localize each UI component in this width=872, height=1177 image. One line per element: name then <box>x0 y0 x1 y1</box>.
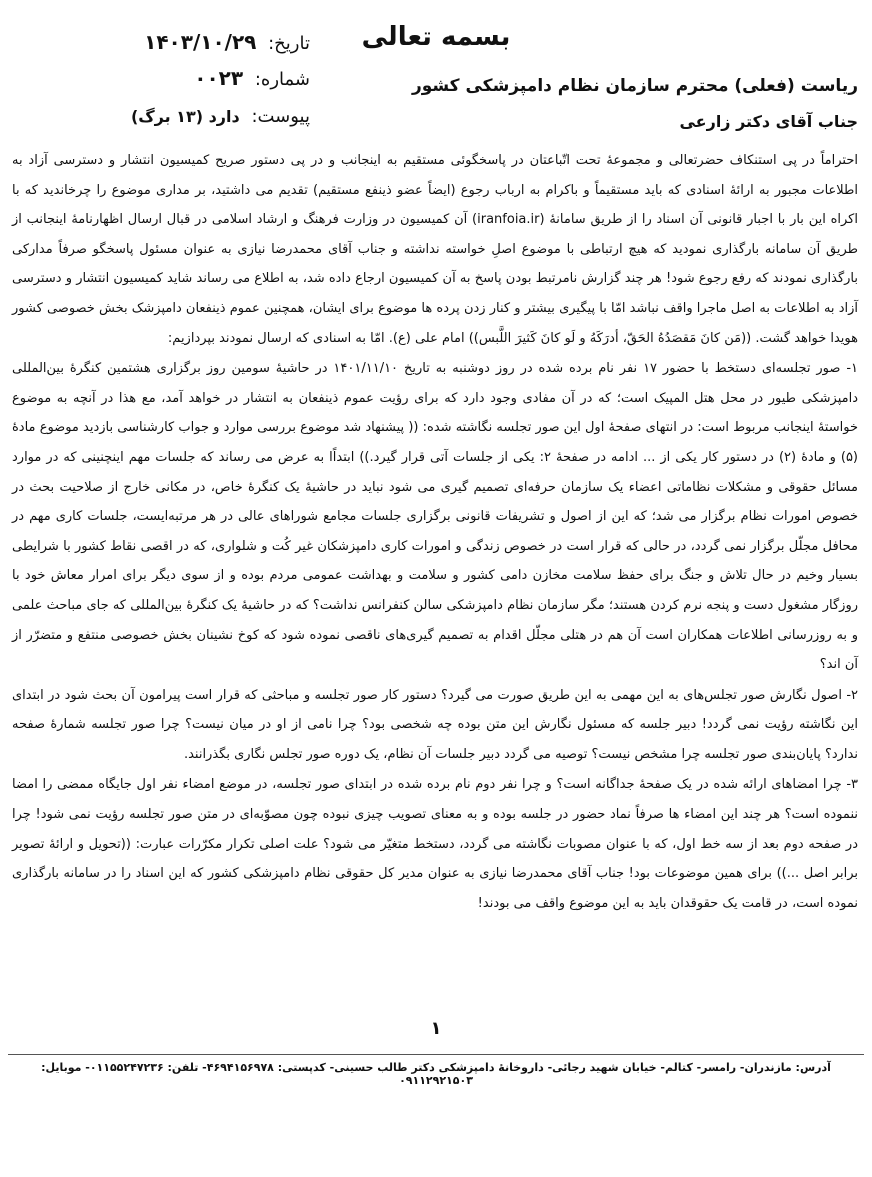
date-value: ۱۴۰۳/۱۰/۲۹ <box>144 30 257 54</box>
intro-paragraph: احتراماً در پی استنکاف حضرتعالی و مجموعهٔ تحت اتّباعتان در پاسخگوئی مستقیم به اینجانب و در پی دستور صریح کمیسیون انتشار و دسترسی آزاد به اطلاعات مجبور به ارائهٔ اسنادی که باید مستقیماً و باکرام به ارباب رجوع (ایضاً عضو ذینفع مستقیم) تقدیم می داشتید، بر مداری موضوع را چرخاندید که با اکراه این بار با اجبار قانونی آن اسناد را از طریق سامانهٔ (iranfoia.ir) آن کمیسیون در وزارت فرهنگ و ارشاد اسلامی در قبال ارسال اظهارنامهٔ اینجانب از طریق آن سامانه بارگذاری نمودید که هیچ ارتباطی با موضوع اصلِ خواسته نداشته و جناب آقای محمدرضا نیازی به عنوان مسئول پاسخگو صرفاً مدارکی بارگذاری نمودند که رفع رجوع شود! هر چند گزارش نامرتبط بودن پاسخ به آن کمیسیون ارجاع داده شد، به اطلاع می رساند شاید کمیسیون انتشار و دسترسی آزاد به اطلاعات به اصل ماجرا واقف نباشد امّا با پیگیری بیشتر و کنار زدن پرده ها موضوع برای ایشان، همچنین عموم ذینفعان دامپزشک بخش خصوصی کشور هویدا خواهد گشت. ((مَن کانَ مَقصَدُهُ الحَقّ، أدرَکَهُ و لَو کانَ کَثیرَ اللَّبس)) امام علی (ع). امّا به اسنادی که ارسال نمودند بپردازیم: <box>12 153 858 346</box>
item-1-paragraph: ۱- صور تجلسه‌ای دستخط با حضور ۱۷ نفر نام برده شده در روز دوشنبه به تاریخ ۱۴۰۱/۱۱/۱۰ در حاشیهٔ سومین روز برگزاری هشتمین کنگرهٔ بین‌المللی دامپزشکی طیور در محل هتل المپیک است؛ که در آن مفادی وجود دارد که برای رؤیت عموم ذینفعان به انتشار در خواهد آمد، مع هذا در آنچه به موضوع خواستهٔ اینجانب مربوط است: در انتهای صفحهٔ اول این صور تجلسه نگاشته شده: (( پیشنهاد شد موضوع بررسی موارد و جواب کارشناسی بازدید موضوع مادهٔ (۵) و مادهٔ (۲) در دستور کار یکی از ... ادامه در صفحهٔ ۲: یکی از جلسات آتی قرار گیرد.)) ابتداًا به عرض می رساند که جلسات مهم اینچنینی که در موارد مسائل حقوقی و مشکلات نظاماتی اعضاء یک سازمان حرفه‌ای تصمیم گیری می شود نباید در حاشیهٔ یک کنگرهٔ خاص، در مکانی خارج از صلاحیت بحث در خصوص امورات نظام برگزار می شد؛ که این از اصول و تشریفات قانونی برگزاری جلسات مجامع شوراهای عالی در هر مرتبه‌ایست، جلسات کاری مهم در محافل مجلّل برگزار نمی گردد، در حالی که قرار است در خصوص زندگی و امورات کاری دامپزشکان غیر کُت و شلواری، که در اقصی نقاط کشور با شرایطی بسیار وخیم در حال تلاش و جنگ برای حفظ سلامت مخازن دامی کشور و سلامت و بهداشت عمومی مردم بوده و از سوی دیگر برای امرار معاش خود با روزگار مشغول دست و پنجه نرم کردن هستند؛ مگر سازمان نظام دامپزشکی سالن کنفرانس نداشت؟ که در حاشیهٔ یک کنگرهٔ بین‌المللی که جای مباحث علمی و به روزرسانی اطلاعات همکاران است آن هم در هتلی مجلّل اقدام به تصمیم گیری‌های ناقصی نموده شود که کوخ نشینان بخش خصوصی منتفع و متضرّر از آن اند؟ <box>12 361 859 673</box>
footer-address: آدرس: مازندران- رامسر- کتالم- خیابان شهید رجائی- داروخانهٔ دامپزشکی دکتر طالب حسینی- کدپستی: ۴۶۹۴۱۵۶۹۷۸- تلفن: ۰۱۱۵۵۲۴۷۲۳۶- موبایل: ۰۹۱۱۲۹۲۱۵۰۳ <box>8 1054 864 1087</box>
number-line <box>10 66 310 90</box>
recipient-title: ریاست (فعلی) محترم سازمان نظام دامپزشکی کشور <box>411 76 858 96</box>
page-number: ۱ <box>430 1018 442 1039</box>
recipient-name: جناب آقای دکتر زارعی <box>679 112 858 131</box>
item-3-paragraph: ۳- چرا امضاهای ارائه شده در یک صفحهٔ جداگانه است؟ و چرا نفر دوم نام برده شده در ابتدای صور تجلسه، در موضع امضاء نفر اول جایگاه ممضی را امضا ننموده است؟ هر چند این امضاء ها صرفاً نماد حضور در جلسه بوده و به معنای تصویب چیزی نبوده چون مصوّبه‌ای در متن صور تجلسه رؤیت نمی شود! چرا در صفحه دوم بعد از سه خط اول، که با عنوان مصوبات نگاشته می گردد، دستخط متغیّر می شود؟ علت اصلی تکرار مکرّرات عبارت: ((تحویل و ارائهٔ تصویر برابر اصل ...)) برای همین موضوعات بود! جناب آقای محمدرضا نیازی به عنوان مدیر کل حقوقی نظام دامپزشکی کشور که این اسناد را در سامانه بارگذاری نموده است، در قامت یک حقوقدان باید به این موضوع واقف می بودند! <box>12 777 858 911</box>
attachment-value: دارد (۱۳ برگ) <box>130 107 240 126</box>
item-2-paragraph: ۲- اصول نگارش صور تجلس‌های به این مهمی به این طریق صورت می گیرد؟ دستور کار صور تجلسه و مباحثی که قرار است پیرامون آن بحث شود در ابتدای این نگاشته رؤیت نمی گردد! دبیر جلسه که مسئول نگارش این متن بوده چه شخصی بود؟ چرا نامی از او در میان نیست؟ چرا صور تجلسه شمارهٔ صفحه ندارد؟ پایان‌بندی صور تجلسه چرا مشخص نیست؟ توصیه می گردد دبیر جلسات آن نظام، یک دوره صور تجلس نگاری بگذرانند. <box>12 687 858 762</box>
letter-body <box>12 146 858 919</box>
attachment-label: پیوست: <box>251 106 310 127</box>
number-value: ۰۰۲۳ <box>194 66 244 90</box>
letter-heading: بسمه تعالی <box>361 22 511 52</box>
attachment-line <box>10 106 310 127</box>
date-line <box>10 30 310 54</box>
number-label: شماره: <box>254 69 310 90</box>
date-label: تاریخ: <box>268 33 310 54</box>
